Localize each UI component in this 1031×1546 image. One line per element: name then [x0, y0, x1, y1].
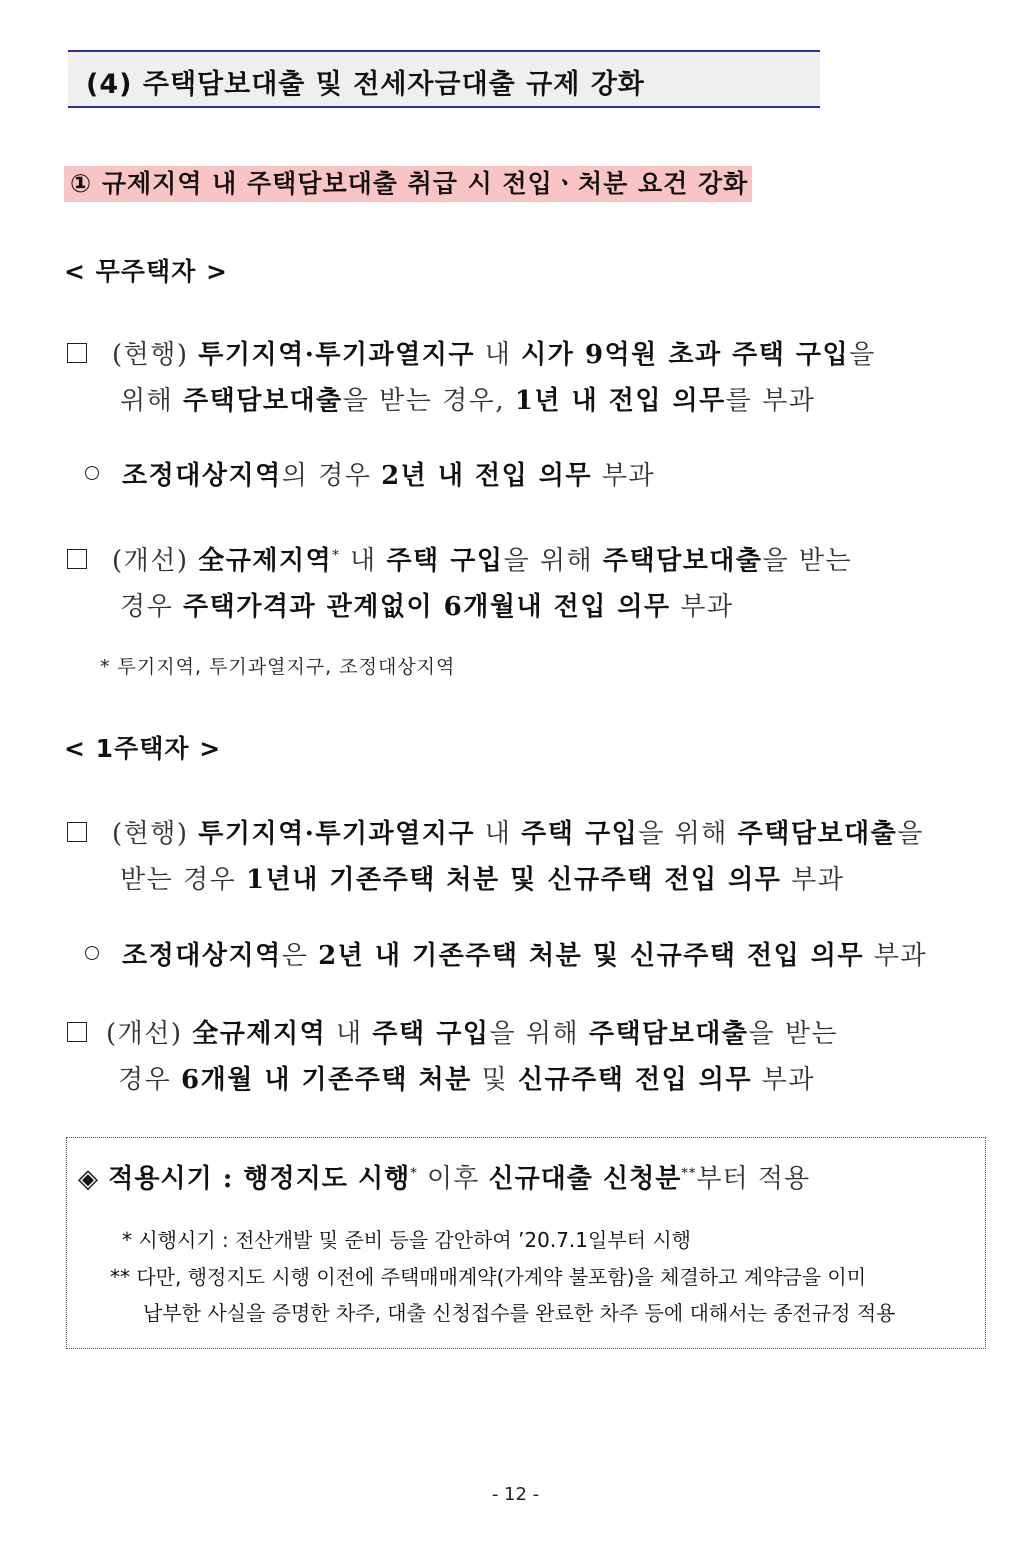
improve-label: (개선) [106, 1019, 183, 1049]
plain-text: 은 [281, 941, 309, 971]
notice-note-1: * 시행시기 : 전산개발 및 준비 등을 감안하여 ’20.7.1일부터 시행 [122, 1228, 691, 1252]
notice-note-2: ** 다만, 행정지도 시행 이전에 주택매매계약(가계약 불포함)을 체결하고 계약금을 이미 [110, 1265, 867, 1289]
section-title: (4) 주택담보대출 및 전세자금대출 규제 강화 [86, 69, 645, 100]
plain-text: 및 [481, 1065, 509, 1095]
diamond-bullet-icon: ◈ [78, 1164, 99, 1194]
one-house-sub-line [122, 935, 927, 972]
emphasis-text: 주택담보대출 [588, 1019, 749, 1049]
checkbox-square-icon [67, 549, 87, 569]
plain-text: 을 받는 경우, [342, 386, 506, 416]
emphasis-text: 1년내 기존주택 처분 및 신규주택 전입 의무 [246, 865, 782, 895]
one-house-heading: < 1주택자 > [64, 734, 222, 763]
no-house-sub-line [122, 455, 655, 492]
no-house-footnote: * 투기지역, 투기과열지구, 조정대상지역 [100, 656, 456, 678]
plain-text: 내 [336, 1019, 363, 1049]
plain-text: 부과 [791, 865, 845, 895]
one-house-improve-line1 [106, 1013, 838, 1050]
checkbox-square-icon [67, 343, 87, 363]
checkbox-square-icon [67, 822, 87, 842]
plain-text: 부과 [601, 461, 656, 491]
notice-note-2-cont: 납부한 사실을 증명한 차주, 대출 신청접수를 완료한 차주 등에 대해서는 종전규정 적용 [143, 1301, 896, 1325]
current-label: (현행) [112, 340, 189, 370]
subsection-heading: ① 규제지역 내 주택담보대출 취급 시 전입ㆍ처분 요건 강화 [64, 166, 752, 202]
plain-text: 를 부과 [725, 386, 816, 416]
plain-text: 이후 [426, 1164, 480, 1194]
plain-text: 경우 [118, 1065, 172, 1095]
emphasis-text: 주택담보대출 [602, 546, 763, 576]
improve-label: (개선) [112, 546, 189, 576]
footnote-mark: * [410, 1166, 418, 1182]
one-house-improve-line2 [118, 1059, 815, 1096]
plain-text: 을 [849, 340, 876, 370]
plain-text: 부터 적용 [696, 1164, 811, 1194]
page-number: - 12 - [491, 1484, 540, 1505]
plain-text: 을 받는 [748, 1019, 839, 1049]
emphasis-text: 조정대상지역 [122, 941, 282, 971]
plain-text: 부과 [761, 1065, 815, 1095]
emphasis-text: 2년 내 기존주택 처분 및 신규주택 전입 의무 [318, 941, 865, 971]
plain-text: 을 받는 [762, 546, 853, 576]
checkbox-square-icon [67, 1022, 87, 1042]
notice-main-line [78, 1158, 810, 1195]
section-title-bar [68, 50, 820, 108]
plain-text: 을 [897, 819, 924, 849]
bullet-circle-icon [85, 466, 99, 480]
plain-text: 내 [484, 340, 512, 370]
plain-text: 을 위해 [503, 546, 594, 576]
emphasis-text: 주택 구입 [521, 819, 639, 849]
plain-text: 부과 [873, 941, 928, 971]
plain-text: 부과 [680, 592, 734, 622]
emphasis-text: 6개월 내 기존주택 처분 [181, 1065, 472, 1095]
no-house-improve-line1 [112, 540, 852, 577]
emphasis-text: 주택 구입 [372, 1019, 490, 1049]
plain-text: 내 [350, 546, 377, 576]
no-house-current-line2 [120, 380, 815, 417]
emphasis-text: 시가 9억원 초과 주택 구입 [521, 340, 850, 370]
emphasis-text: 투기지역·투기과열지구 [198, 340, 476, 370]
plain-text: 위해 [120, 386, 174, 416]
emphasis-text: 조정대상지역 [122, 461, 282, 491]
emphasis-text: 주택담보대출 [183, 386, 343, 416]
plain-text: 내 [484, 819, 512, 849]
emphasis-text: 주택담보대출 [737, 819, 898, 849]
plain-text: 받는 경우 [120, 865, 237, 895]
one-house-current-line2 [120, 859, 844, 896]
emphasis-text: 적용시기 : 행정지도 시행 [108, 1164, 411, 1194]
plain-text: 을 위해 [638, 819, 728, 849]
no-house-heading: < 무주택자 > [64, 257, 228, 286]
one-house-current-line1 [112, 813, 924, 850]
emphasis-text: 1년 내 전입 의무 [514, 386, 726, 416]
emphasis-text: 全규제지역 [192, 1019, 327, 1049]
no-house-current-line1 [112, 334, 876, 371]
plain-text: 경우 [120, 592, 174, 622]
plain-text: 을 위해 [489, 1019, 580, 1049]
no-house-improve-line2 [120, 586, 734, 623]
emphasis-text: 全규제지역 [198, 546, 333, 576]
current-label: (현행) [112, 819, 189, 849]
bullet-circle-icon [85, 946, 99, 960]
emphasis-text: 주택가격과 관계없이 6개월내 전입 의무 [183, 592, 671, 622]
emphasis-text: 주택 구입 [386, 546, 504, 576]
footnote-mark: * [332, 548, 341, 564]
emphasis-text: 신규대출 신청분 [488, 1164, 682, 1194]
plain-text: 의 경우 [281, 461, 372, 491]
emphasis-text: 2년 내 전입 의무 [381, 461, 593, 491]
emphasis-text: 신규주택 전입 의무 [517, 1065, 752, 1095]
emphasis-text: 투기지역·투기과열지구 [198, 819, 476, 849]
footnote-mark: ** [681, 1166, 697, 1182]
